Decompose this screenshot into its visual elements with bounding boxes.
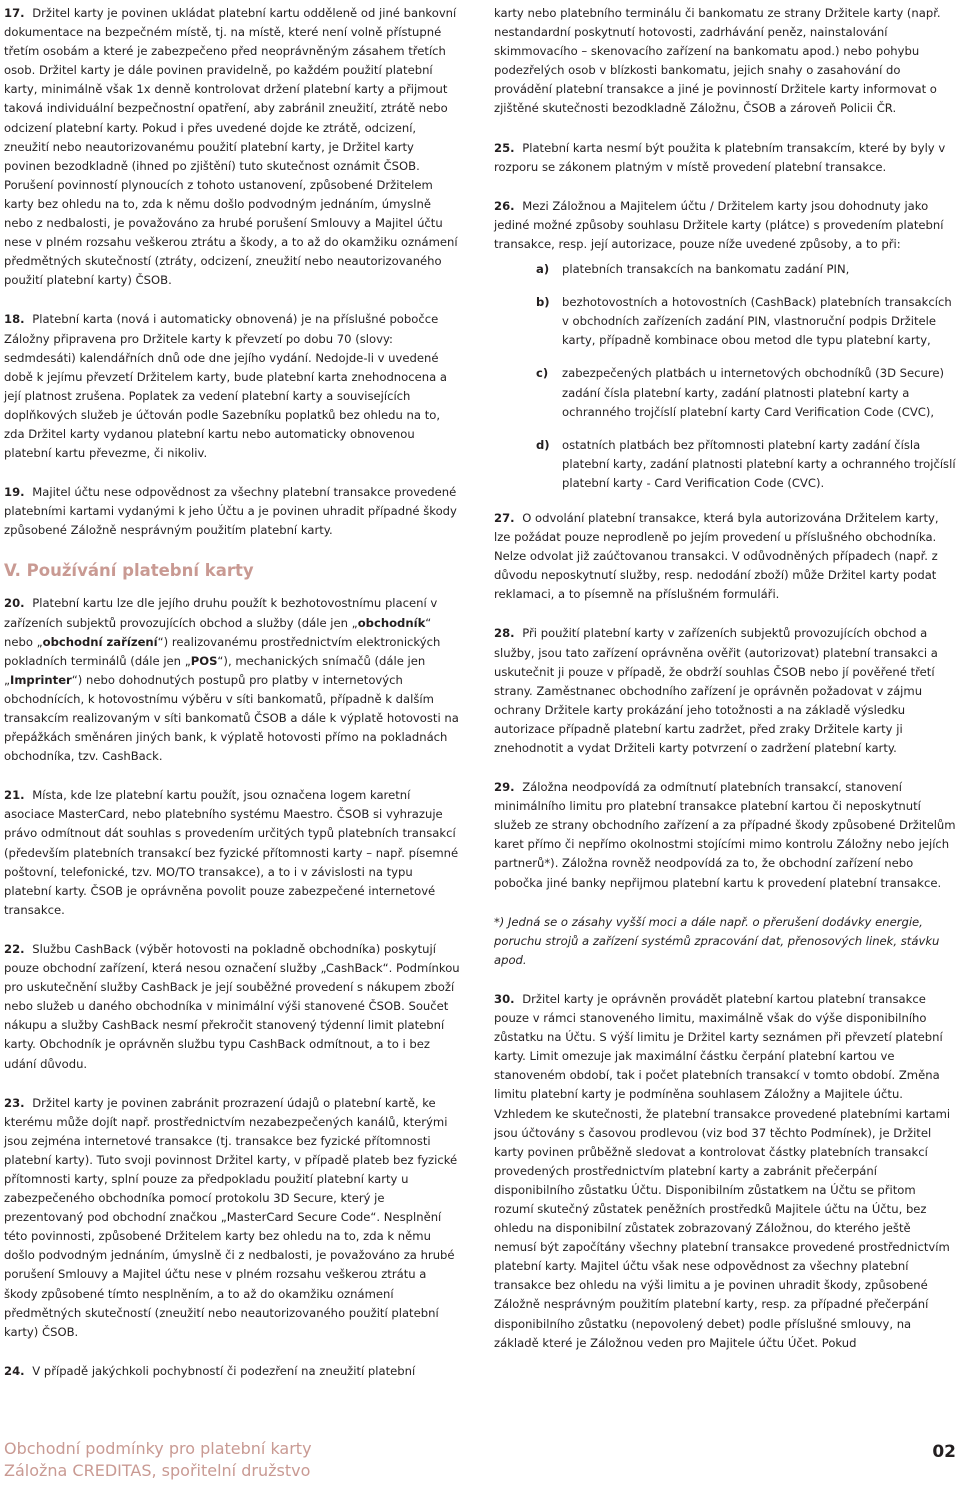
clause-text: Platební karta (nová i automaticky obnovená) je na příslušné pobočce Záložny připravena pro Držitele karty k převzetí po dobu 70 (slovy: sedmdesáti) kalendářních dnů ode dne jejího vydání. Nedojde-li v uvedené době k jejímu převzetí Držitelem karty, bude platební karta znehodnocena a její platnost zrušena. Poplatek za vedení platební karty a souvisejících doplňkových služeb je účtován podle Sazebníku poplatků bez ohledu na to, zda Držitel karty vydanou platební kartu nebo automaticky obnovenou platební kartu převezme, či nikoliv.: [4, 312, 447, 461]
authorization-methods-list: [494, 260, 956, 493]
clause-26: [494, 197, 956, 254]
clause-22: [4, 940, 462, 1074]
clause-19: [4, 483, 462, 540]
list-letter: a): [536, 262, 550, 277]
clause-29: [494, 778, 956, 893]
clause-text: “ nebo „: [4, 615, 432, 649]
clause-text: Platební karta nesmí být použita k platebním transakcím, které by byly v rozporu se zákonem platným v místě provedení platební transakce.: [494, 140, 946, 174]
list-letter: d): [536, 437, 550, 452]
clause-text: Při použití platební karty v zařízeních subjektů provozujících obchod a služby, jsou tato zařízení oprávněna ověřit (autorizovat) platební transakci a uskutečnit ji pouze v případě, že obdrží souhlas ČSOB nebo jí pověřené třetí strany. Zaměstnanec obchodního zařízení je oprávněn požadovat v zájmu ochrany Držitele karty prokázání jeho totožnosti a na základě výsledku autorizace případně platební kartu zadržet, před zraky Držitele karty ji znehodnotit a vydat Držiteli karty potvrzení o zadržení platební karty.: [494, 626, 938, 755]
clause-number: 24.: [4, 1363, 25, 1378]
clause-24-continued: karty nebo platebního terminálu či bankomatu ze strany Držitele karty (např. nestandardní poskytnutí hotovosti, zadrhávání peněz, nainstalování skimmovacího – skenovacího zařízení na bankomatu apod.) nebo pohybu podezřelých osob v blízkosti bankomatu, jejich snahy o zasahování do provádění platební transakce a jiné je povinností Držitele karty informovat o zjištěné skutečnosti bezodkladně Záložnu, ČSOB a zároveň Policii ČR.: [494, 6, 941, 116]
clause-number: 18.: [4, 312, 25, 327]
clause-text: Místa, kde lze platební kartu použít, jsou označena logem karetní asociace MasterCard, nebo platebního systému Maestro. ČSOB si vyhrazuje právo odmítnout dát souhlas s provedením určitých typů platebních transakcí (především platebních transakcí bez fyzické přítomnosti karty – např. písemné poštovní, telefonické, tzv. MO/TO transakce), a to i v závislosti na typu platební karty. ČSOB je oprávněna povolit pouze zabezpečené internetové transakce.: [4, 788, 459, 917]
list-letter: b): [536, 295, 550, 310]
list-item-text: ostatních platbách bez přítomnosti platební karty zadání čísla platební karty, zadání platnosti platební karty a ochranného trojčíslí platební karty - Card Verification Code (CVC).: [562, 437, 956, 490]
clause-text: “) realizovanému prostřednictvím elektronických pokladních terminálů (dále jen „: [4, 634, 441, 668]
clause-number: 26.: [494, 198, 515, 213]
clause-number: 28.: [494, 626, 515, 641]
clause-24: [4, 1362, 462, 1381]
clause-text: O odvolání platební transakce, která byla autorizována Držitelem karty, lze požádat pouze neprodleně po jejím provedení u příslušného obchodníka. Nelze odvolat již zaúčtovanou transakci. V odůvodněných případech (např. z důvodu neposkytnutí služby, resp. nedodání zboží) může Držitel karty podat reklamaci, a to písemně na příslušném formuláři.: [494, 510, 939, 602]
term-obchodni-zarizeni: obchodní zařízení: [42, 634, 158, 649]
clause-number: 25.: [494, 140, 515, 155]
clause-18: [4, 310, 462, 463]
term-obchodnik: obchodník: [357, 615, 426, 630]
section-heading: V. Používání platební karty: [4, 561, 254, 581]
clause-number: 30.: [494, 991, 515, 1006]
clause-30: [494, 990, 956, 1353]
clause-27: [494, 509, 956, 604]
clause-text: “), mechanických snímačů (dále jen „: [4, 653, 426, 687]
clause-text: Mezi Záložnou a Majitelem účtu / Držitelem karty jsou dohodnuty jako jediné možné způsoby souhlasu Držitele karty (plátce) s provedením platební transakce, resp. její autorizace, pouze níže uvedené způsoby, a to při:: [494, 198, 944, 251]
footer-title: Obchodní podmínky pro platební karty: [4, 1439, 312, 1458]
page-number: 02: [932, 1442, 956, 1462]
clause-text: Držitel karty je povinen zabránit prozrazení údajů o platební kartě, ke kterému může dojít např. prostřednictvím nezabezpečených kanálů, kterými jsou zejména internetové transakce (tj. transakce bez fyzické přítomnosti platební karty). Tuto svoji povinnost Držitel karty, v případě plateb bez fyzické přítomnosti karty, splní pouze za předpokladu použití platební karty u zabezpečeného obchodníka pomocí protokolu 3D Secure, který je prezentovaný pod obchodní značkou „MasterCard Secure Code“. Nesplnění této povinnosti, způsobené Držitelem karty bez ohledu na to, zda k němu došlo podvodným jednáním, úmyslně či z nedbalosti, je považováno za hrubé porušení Smlouvy a Majitel účtu nese v plném rozsahu veškerou ztrátu a škody způsobené tímto nesplněním, a to až do okamžiku oznámení předmětných skutečností (zneužití nebo neautorizovaného použití platební karty) ČSOB.: [4, 1095, 458, 1339]
clause-23: [4, 1094, 462, 1342]
list-item-text: platebních transakcích na bankomatu zadání PIN,: [562, 262, 850, 277]
term-imprinter: Imprinter: [10, 672, 72, 687]
clause-25: [494, 139, 956, 177]
term-pos: POS: [190, 653, 218, 668]
clause-text: Držitel karty je oprávněn provádět platební kartou platební transakce pouze v rámci stanoveného limitu, maximálně však do výše disponibilního zůstatku na Účtu. S výší limitu je Držitel karty seznámen při převzetí platební karty. Limit omezuje jak maximální částku čerpání platební kartou ve stanoveném období, tak i počet platebních transakcí v tomto období. Změna limitu platební karty je podmíněna souhlasem Záložny a Majitele účtu. Vzhledem ke skutečnosti, že platební transakce provedené platebními kartami jsou účtovány s časovou prodlevou (viz bod 37 těchto Podmínek), je Držitel karty povinen průběžně sledovat a kontrolovat částky platebních transakcí provedených prostřednictvím platební karty a zabránit přečerpání disponibilního zůstatku Účtu. Disponibilním zůstatkem na Účtu se přitom rozumí skutečný zůstatek peněžních prostředků Majitele účtu na Účtu, bez ohledu na disponibilní zůstatek zobrazovaný Záložnou, do kterého ještě nemusí být započítány všechny platební transakce provedené prostřednictvím platební karty. Majitel účtu však nese odpovědnost za všechny platební transakce bez ohledu na výši limitu a je povinen uhradit škody, způsobené Záložně nesprávným použitím platební karty, resp. za případné přečerpání disponibilního zůstatku (nepovolený debet) podle příslušné smlouvy, na základě které je Záložnou veden pro Majitele účtu Účet. Pokud: [494, 991, 951, 1350]
list-item: [494, 436, 956, 493]
left-column: [4, 4, 462, 1401]
clause-17: [4, 4, 462, 290]
footer: [4, 1438, 312, 1482]
clause-number: 17.: [4, 6, 25, 20]
footer-institution: Záložna CREDITAS, spořitelní družstvo: [4, 1461, 311, 1480]
clause-21: [4, 786, 462, 920]
clause-20: [4, 594, 462, 766]
list-letter: c): [536, 366, 549, 381]
clause-text: Platební kartu lze dle jejího druhu použít k bezhotovostnímu placení v zařízeních subjektů provozujících obchod a služby (dále jen „: [4, 596, 438, 630]
clause-text: Držitel karty je povinen ukládat platební kartu odděleně od jiné bankovní dokumentace na bezpečném místě, tj. na místě, které není volně přístupné třetím osobám a které je zabezpečeno před neoprávněným zásahem třetích osob. Držitel karty je dále povinen pravidelně, po každém použití platební karty, minimálně však 1x denně kontrolovat držení platební karty a přijmout taková individuální bezpečnostní opatření, aby zabránil zneužití, ztrátě nebo odcizení platební karty. Pokud i přes uvedené dojde ke ztrátě, odcizení, zneužití nebo neautorizovanému použití platební karty, je Držitel karty povinen bezodkladně (ihned po zjištění) tuto skutečnost oznámit ČSOB. Porušení povinností plynoucích z tohoto ustanovení, způsobené Držitelem karty bez ohledu na to, zda k němu došlo podvodným jednáním, úmyslně nebo z nedbalosti, je považováno za hrubé porušení Smlouvy a Majitel účtu nese v plném rozsahu veškerou ztrátu a škody, a to až do okamžiku oznámení předmětných skutečností (ztráty, odcizení, zneužití nebo neautorizovaného použití platební karty) ČSOB.: [4, 6, 458, 288]
footnote: *) Jedná se o zásahy vyšší moci a dále např. o přerušení dodávky energie, poruchu strojů a zařízení systémů zpracování dat, přenosových linek, stávku apod.: [494, 914, 940, 967]
clause-28: [494, 624, 956, 758]
list-item: [494, 293, 956, 350]
clause-text: Majitel účtu nese odpovědnost za všechny platební transakce provedené platebními kartami vydanými k jeho Účtu a je povinen uhradit případné škody způsobené Záložně nesprávným použitím platební karty.: [4, 485, 457, 538]
clause-number: 21.: [4, 788, 25, 803]
clause-number: 23.: [4, 1095, 25, 1110]
clause-number: 27.: [494, 510, 515, 525]
clause-number: 19.: [4, 485, 25, 500]
right-column: [494, 4, 956, 1373]
clause-text: Službu CashBack (výběr hotovosti na pokladně obchodníka) poskytují pouze obchodní zařízení, která nesou označení služby „CashBack“. Podmínkou pro uskutečnění služby CashBack je její souběžné provedení s nákupem zboží nebo služeb u daného obchodníka v minimální výši stanovené ČSOB. Součet nákupu a služby CashBack nesmí překročit stanovený týdenní limit platební karty. Obchodník je oprávněn službu typu CashBack odmítnout, a to i bez udání důvodu.: [4, 941, 460, 1071]
list-item: [494, 260, 956, 279]
clause-text: Záložna neodpovídá za odmítnutí platebních transakcí, stanovení minimálního limitu pro platební transakce platební kartou či neposkytnutí služeb ze strany obchodního zařízení a za případné škody způsobené Držitelům karet přímo či nepřímo okolnostmi stojícími mimo kontrolu Záložny nebo jejích partnerů*). Záložna rovněž neodpovídá za to, že obchodní zařízení nebo pobočka jiné banky nepřijmou platební kartu k provedení platební transakce.: [494, 780, 956, 890]
clause-number: 20.: [4, 596, 25, 611]
clause-text: “) nebo dohodnutých postupů pro platby v internetových obchodnících, k hotovostnímu výběru v síti bankomatů, případně k dalším transakcím realizovaným v síti bankomatů ČSOB a dále k výplatě hotovosti na přepážkách směnáren jiných bank, k výplatě hotovosti přímo na pokladnách obchodníka, tzv. CashBack.: [4, 672, 459, 764]
clause-number: 22.: [4, 941, 25, 956]
list-item-text: zabezpečených platbách u internetových obchodníků (3D Secure) zadání čísla platební karty, zadání platnosti platební karty a ochranného trojčíslí platební karty Card Verification Code (CVC),: [562, 366, 945, 419]
clause-number: 29.: [494, 780, 515, 795]
list-item: [494, 364, 956, 421]
list-item-text: bezhotovostních a hotovostních (CashBack) platebních transakcích v obchodních zařízeních zadání PIN, vlastnoruční podpis Držitele karty, případně kombinace obou metod dle typu platební karty,: [562, 295, 952, 348]
clause-text: V případě jakýchkoli pochybností či podezření na zneužití platební: [32, 1363, 416, 1378]
